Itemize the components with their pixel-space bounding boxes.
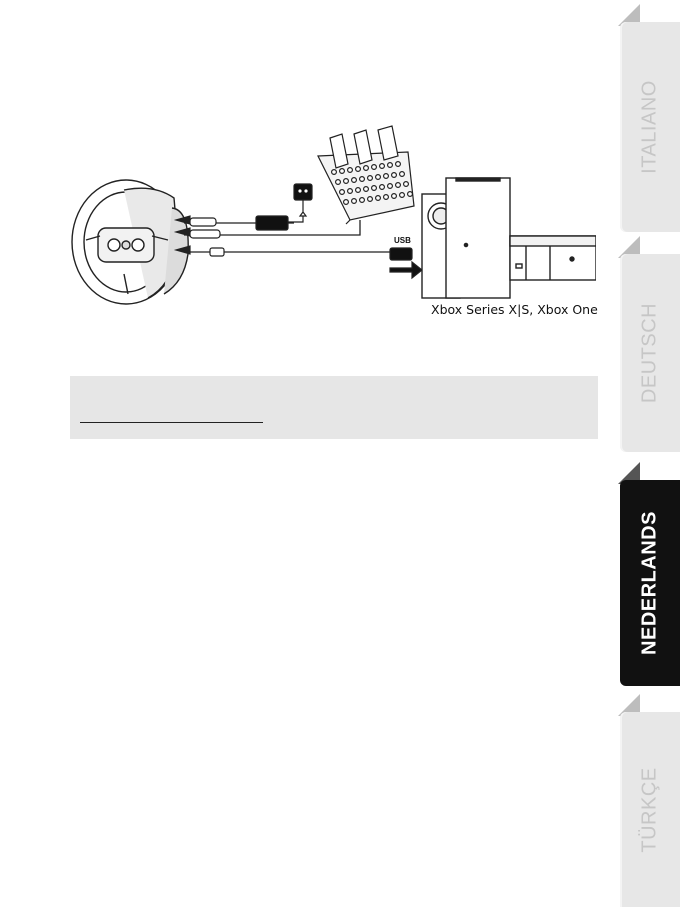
- tab-italiano-label: ITALIANO: [638, 80, 661, 174]
- pedal-set-illustration: [318, 126, 414, 224]
- note-underline: [80, 422, 263, 423]
- usb-connector-illustration: [390, 248, 422, 278]
- power-plug-icon: [294, 184, 312, 200]
- connection-diagram: [64, 124, 596, 324]
- tab-italiano[interactable]: [620, 22, 680, 232]
- tab-turkce-label: TÜRKÇE: [638, 766, 661, 853]
- xbox-consoles-illustration: [422, 178, 596, 298]
- tab-turkce[interactable]: [620, 712, 680, 907]
- xbox-series-x: [446, 178, 510, 298]
- power-adapter-illustration: [256, 184, 312, 230]
- console-caption: Xbox Series X|S, Xbox One: [431, 302, 598, 317]
- connection-diagram-svg: [64, 124, 596, 324]
- tab-deutsch-label: DEUTSCH: [638, 302, 661, 404]
- tab-nederlands[interactable]: [620, 480, 680, 686]
- tab-deutsch[interactable]: [620, 254, 680, 452]
- tab-nederlands-label: NEDERLANDS: [638, 511, 661, 655]
- note-box: [70, 376, 598, 439]
- power-brick: [256, 216, 288, 230]
- usb-label: USB: [394, 236, 411, 245]
- racing-wheel-illustration: [72, 180, 188, 304]
